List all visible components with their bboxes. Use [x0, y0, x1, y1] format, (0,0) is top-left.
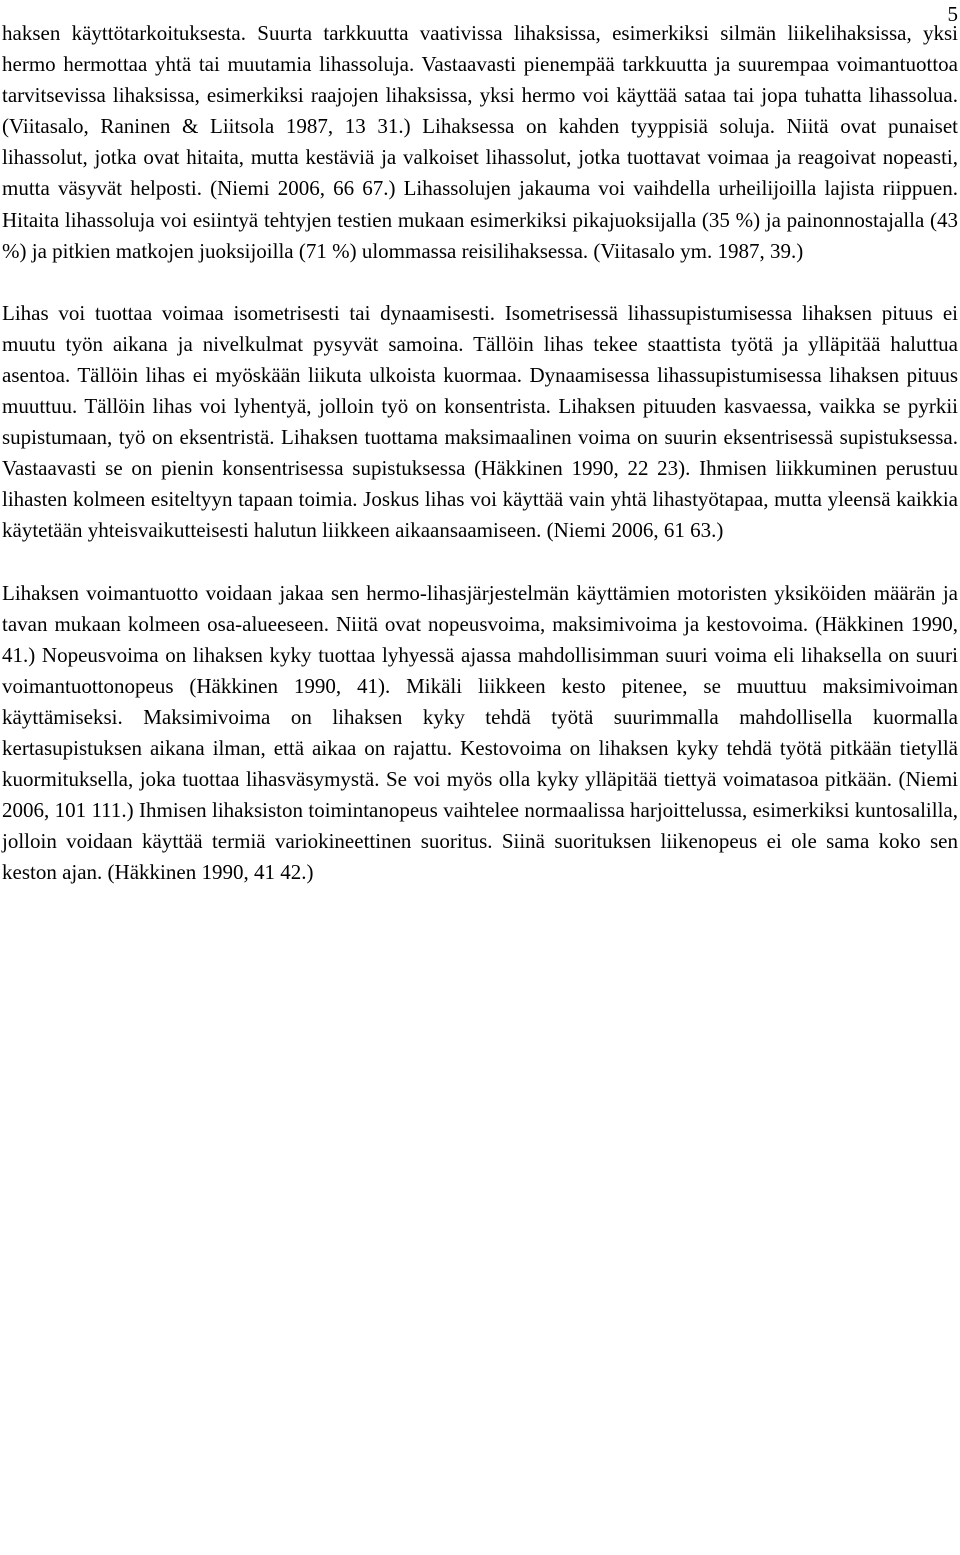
- paragraph-force-production: Lihaksen voimantuotto voidaan jakaa sen hermo-lihasjärjestelmän käyttämien motoristen yksiköiden määrän ja tavan mukaan kolmeen osa-alueeseen. Niitä ovat nopeusvoima, maksimivoima ja kestovoima. (Häkkinen 1990, 41.) Nopeusvoima on lihaksen kyky tuottaa lyhyessä ajassa mahdollisimman suuri voima eli lihaksella on suuri voimantuottonopeus (Häkkinen 1990, 41). Mikäli liikkeen kesto pitenee, se muuttuu maksimivoiman käyttämiseksi. Maksimivoima on lihaksen kyky tehdä työtä suurimmalla mahdollisella kuormalla kertasupistuksen aikana ilman, että aikaa on rajattu. Kestovoima on lihaksen kyky tehdä työtä pitkään tietyllä kuormituksella, joka tuottaa lihasväsymystä. Se voi myös olla kyky ylläpitää tiettyä voimatasoa pitkään. (Niemi 2006, 101 111.) Ihmisen lihaksiston toimintanopeus vaihtelee normaalissa harjoittelussa, esimerkiksi kuntosalilla, jolloin voidaan käyttää termiä variokineettinen suoritus. Siinä suorituksen liikenopeus ei ole sama koko sen keston ajan. (Häkkinen 1990, 41 42.): [2, 580, 958, 885]
- paragraph-muscle-fibres: haksen käyttötarkoituksesta. Suurta tarkkuutta vaativissa lihaksissa, esimerkiksi silmän liikelihaksissa, yksi hermo hermottaa yhtä tai muutamia lihassoluja. Vastaavasti pienempää tarkkuutta ja suurempaa voimantuottoa tarvitsevissa lihaksissa, esimerkiksi raajojen lihaksissa, yksi hermo voi käyttää sataa tai jopa tuhatta lihassolua. (Viitasalo, Raninen & Liitsola 1987, 13 31.) Lihaksessa on kahden tyyppisiä soluja. Niitä ovat punaiset lihassolut, jotka ovat hitaita, mutta kestäviä ja valkoiset lihassolut, jotka tuottavat voimaa ja reagoivat nopeasti, mutta väsyvät helposti. (Niemi 2006, 66 67.) Lihassolujen jakauma voi vaihdella urheilijoilla lajista riippuen. Hitaita lihassoluja voi esiintyä tehtyjen testien mukaan esimerkiksi pikajuoksijalla (35 %) ja painonnostajalla (43 %) ja pitkien matkojen juoksijoilla (71 %) ulommassa reisilihaksessa. (Viitasalo ym. 1987, 39.): [2, 21, 958, 263]
- page-number: 5: [947, 2, 958, 26]
- document-body: [2, 18, 958, 888]
- paragraph-contraction-types: Lihas voi tuottaa voimaa isometrisesti tai dynaamisesti. Isometrisessä lihassupistumisessa lihaksen pituus ei muutu työn aikana ja nivelkulmat pysyvät samoina. Tällöin lihas tekee staattista työtä ja ylläpitää haluttua asentoa. Tällöin lihas ei myöskään liikuta ulkoista kuormaa. Dynaamisessa lihassupistumisessa lihaksen pituus muuttuu. Tällöin lihas voi lyhentyä, jolloin työ on konsentrista. Lihaksen pituuden kasvaessa, vaikka se pyrkii supistumaan, työ on eksentristä. Lihaksen tuottama maksimaalinen voima on suurin eksentrisessä supistuksessa. Vastaavasti se on pienin konsentrisessa supistuksessa (Häkkinen 1990, 22 23). Ihmisen liikkuminen perustuu lihasten kolmeen esiteltyyn tapaan toimia. Joskus lihas voi käyttää vain yhtä lihastyötapaa, mutta yleensä kaikkia käytetään yhteisvaikutteisesti halutun liikkeen aikaansaamiseen. (Niemi 2006, 61 63.): [2, 300, 958, 543]
